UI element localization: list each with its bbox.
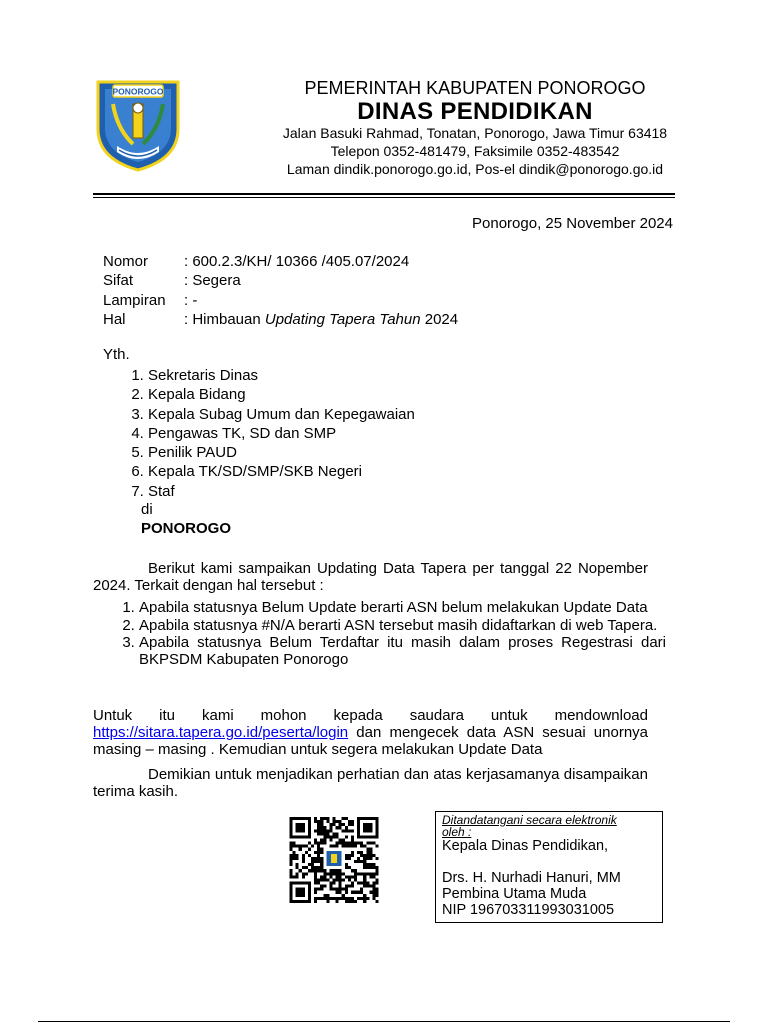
recipients-heading: Yth.: [103, 346, 130, 363]
letter-date: Ponorogo, 25 November 2024: [472, 215, 673, 232]
address-line: Jalan Basuki Rahmad, Tonatan, Ponorogo, Jawa Timur 63418: [282, 125, 668, 141]
nomor-value: : 600.2.3/KH/ 10366 /405.07/2024: [184, 253, 410, 270]
website-email-line: Laman dindik.ponorogo.go.id, Pos-el dindik@ponorogo.go.id: [286, 161, 664, 177]
recipient-item: 4. Pengawas TK, SD dan SMP: [148, 424, 415, 443]
ponorogo-crest-logo: [93, 74, 183, 172]
recipient-di: di: [141, 501, 153, 518]
intro-paragraph: Berikut kami sampaikan Updating Data Tapera per tanggal 22 Nopember 2024. Terkait dengan hal tersebut :: [93, 560, 648, 594]
status-points-list: [121, 600, 666, 669]
signer-nip: NIP 196703311993031005: [442, 902, 615, 918]
government-name: PEMERINTAH KABUPATEN PONOROGO: [304, 78, 646, 98]
lampiran-value: : -: [184, 292, 198, 309]
signed-electronically-note: Ditandatangani secara elektronik oleh :: [442, 813, 617, 839]
hal-prefix: : Himbauan: [184, 311, 265, 328]
phone-line: Telepon 0352-481479, Faksimile 0352-483542: [330, 143, 620, 159]
hal-suffix: 2024: [420, 311, 459, 328]
footer-divider: [38, 1021, 730, 1022]
hal-label: Hal: [103, 311, 126, 328]
letterhead-divider-thick: [93, 193, 675, 195]
instruction-paragraph: [93, 707, 648, 758]
nomor-label: Nomor: [103, 253, 149, 270]
recipients-list: [128, 366, 415, 501]
sifat-value: : Segera: [184, 272, 241, 289]
recipient-item: 6. Kepala TK/SD/SMP/SKB Negeri: [148, 462, 415, 481]
department-name: DINAS PENDIDIKAN: [357, 98, 593, 125]
recipient-item: 1. Sekretaris Dinas: [148, 366, 415, 385]
signer-name: Drs. H. Nurhadi Hanuri, MM: [442, 870, 621, 886]
signer-rank: Pembina Utama Muda: [442, 886, 587, 902]
recipient-item: 5. Penilik PAUD: [148, 443, 415, 462]
signature-box: [435, 811, 663, 923]
instruction-suffix: dan mengecek data ASN sesuai unornya masing – masing . Kemudian untuk segera melakukan Update Data: [93, 724, 648, 758]
letterhead-divider-thin: [93, 197, 675, 198]
lampiran-label: Lampiran: [103, 292, 166, 309]
hal-italic: Updating Tapera Tahun: [264, 311, 421, 328]
status-point: 1. Apabila statusnya Belum Update berarti ASN belum melakukan Update Data: [139, 600, 666, 617]
sifat-label: Sifat: [103, 272, 134, 289]
recipient-item: 2. Kepala Bidang: [148, 385, 415, 404]
recipient-city: PONOROGO: [141, 520, 232, 537]
recipient-item: 7. Staf: [148, 482, 415, 501]
tapera-login-link[interactable]: https://sitara.tapera.go.id/peserta/login: [93, 724, 349, 741]
qr-code: [289, 817, 379, 903]
instruction-prefix: Untuk itu kami mohon kepada saudara untuk mendownload: [93, 707, 648, 724]
status-point: 3. Apabila statusnya Belum Terdaftar itu masih dalam proses Regestrasi dari BKPSDM Kabupaten Ponorogo: [139, 635, 666, 668]
closing-paragraph: Demikian untuk menjadikan perhatian dan atas kerjasamanya disampaikan terima kasih.: [93, 766, 648, 800]
status-point: 2. Apabila statusnya #N/A berarti ASN tersebut masih didaftarkan di web Tapera.: [139, 618, 666, 635]
recipient-item: 3. Kepala Subag Umum dan Kepegawaian: [148, 405, 415, 424]
logo-text: PONOROGO: [112, 86, 164, 97]
signer-position: Kepala Dinas Pendidikan,: [442, 838, 609, 854]
hal-value: [184, 311, 458, 328]
